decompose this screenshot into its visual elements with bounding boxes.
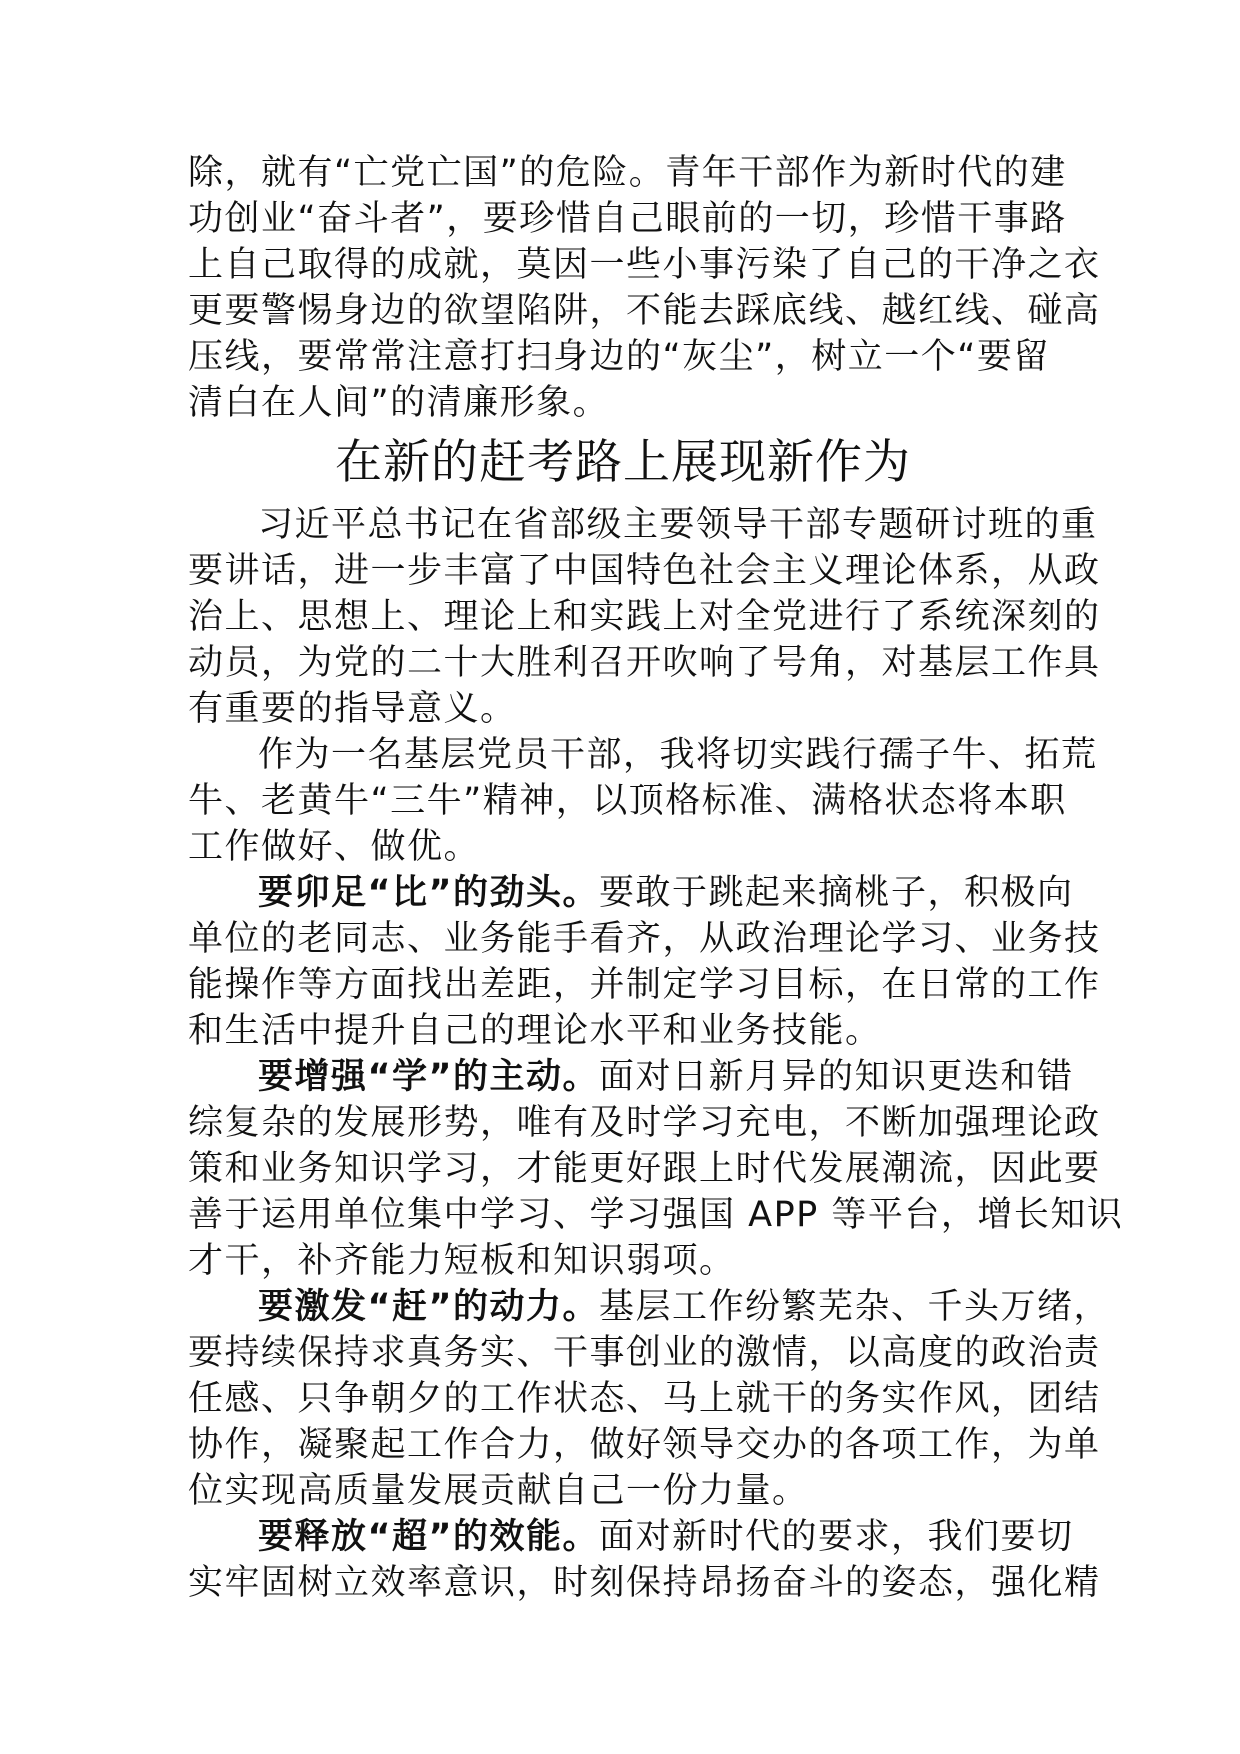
text-line: 工作做好、做优。 [188,827,481,867]
text-line: 单位的老同志、业务能手看齐，从政治理论学习、业务技 [188,919,1101,959]
text-line: 有重要的指导意义。 [188,689,517,729]
text-line: 清白在人间”的清廉形象。 [188,383,610,423]
text-line: 作为一名基层党员干部，我将切实践行孺子牛、拓荒 [258,735,1098,775]
paragraph-lead: 要激发“赶”的动力。 [258,1287,600,1327]
paragraph-lead: 要卯足“比”的劲头。 [258,873,600,913]
text-line [188,1514,1074,1560]
paragraph-1 [188,502,1101,732]
text-line: 要持续保持求真务实、干事创业的激情，以高度的政治责 [188,1333,1101,1373]
text-line: 任感、只争朝夕的工作状态、马上就干的务实作风，团结 [188,1379,1101,1419]
text-line: 要讲话，进一步丰富了中国特色社会主义理论体系，从政 [188,551,1101,591]
text-line: 位实现高质量发展贡献自己一份力量。 [188,1471,809,1511]
paragraph-5 [188,1284,1111,1514]
text-line: 压线，要常常注意打扫身边的“灰尘”，树立一个“要留 [188,337,1050,377]
text-line: 和生活中提升自己的理论水平和业务技能。 [188,1011,882,1051]
paragraph-3 [188,870,1101,1054]
text-line: 功创业“奋斗者”，要珍惜自己眼前的一切，珍惜干事路 [188,199,1067,239]
text-line [188,870,1074,916]
text-line: 动员，为党的二十大胜利召开吹响了号角，对基层工作具 [188,643,1101,683]
article-title: 在新的赶考路上展现新作为 [335,435,911,490]
text-line: 策和业务知识学习，才能更好跟上时代发展潮流，因此要 [188,1149,1101,1189]
text-span: 基层工作纷繁芜杂、千头万绪， [599,1287,1111,1327]
text-line: 更要警惕身边的欲望陷阱，不能去踩底线、越红线、碰高 [188,291,1101,331]
text-line: 牛、老黄牛“三牛”精神，以顶格标准、满格状态将本职 [188,781,1067,821]
document-page [188,150,1124,1606]
intro-paragraph [188,150,1101,426]
text-line [188,1284,1111,1330]
paragraph-2 [188,732,1098,870]
text-line: 善于运用单位集中学习、学习强国 APP 等平台，增长知识 [188,1195,1124,1235]
text-span: 面对日新月异的知识更迭和错 [599,1057,1074,1097]
paragraph-6 [188,1514,1101,1606]
text-line: 协作，凝聚起工作合力，做好领导交办的各项工作，为单 [188,1425,1101,1465]
text-line: 上自己取得的成就，莫因一些小事污染了自己的干净之衣 [188,245,1101,285]
text-span: 要敢于跳起来摘桃子，积极向 [599,873,1074,913]
text-line: 除，就有“亡党亡国”的危险。青年干部作为新时代的建 [188,153,1067,193]
text-line: 习近平总书记在省部级主要领导干部专题研讨班的重 [258,505,1098,545]
paragraph-4 [188,1054,1124,1284]
paragraph-lead: 要增强“学”的主动。 [258,1057,600,1097]
text-span: 面对新时代的要求，我们要切 [599,1517,1074,1557]
text-line: 治上、思想上、理论上和实践上对全党进行了系统深刻的 [188,597,1101,637]
text-line: 实牢固树立效率意识，时刻保持昂扬奋斗的姿态，强化精 [188,1563,1101,1603]
paragraph-lead: 要释放“超”的效能。 [258,1517,600,1557]
text-line: 综复杂的发展形势，唯有及时学习充电，不断加强理论政 [188,1103,1101,1143]
text-line: 能操作等方面找出差距，并制定学习目标，在日常的工作 [188,965,1101,1005]
text-line: 才干，补齐能力短板和知识弱项。 [188,1241,736,1281]
text-line [188,1054,1074,1100]
